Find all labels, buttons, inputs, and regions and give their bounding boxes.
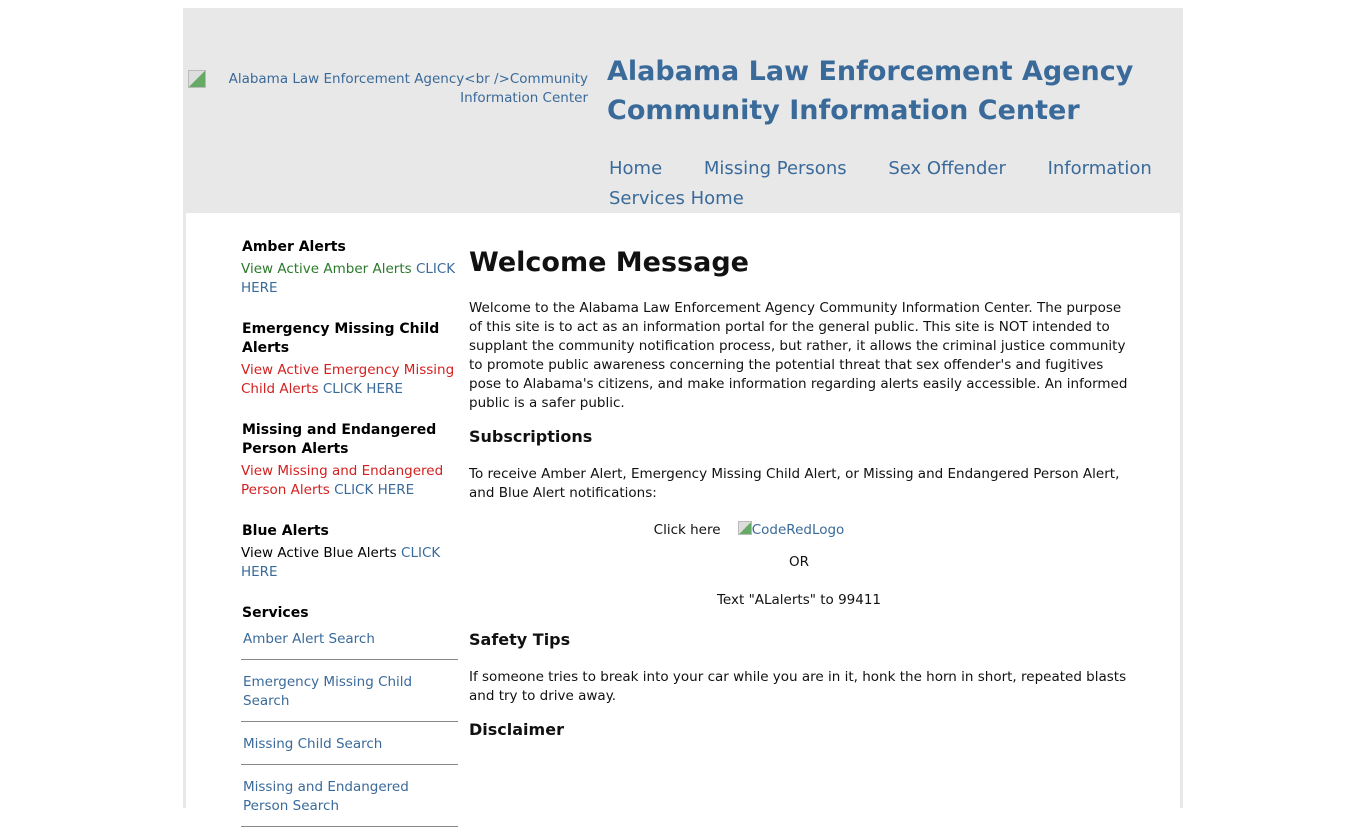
emc-alerts-heading: Emergency Missing Child Alerts: [242, 321, 440, 356]
safety-tips-text: If someone tries to break into your car while you are in it, honk the horn in short, repeated blasts and try to drive away.: [469, 669, 1127, 704]
sidebar: [241, 238, 458, 836]
nav-home[interactable]: Home: [609, 158, 663, 179]
codered-alt-text: CodeRedLogo: [751, 522, 845, 538]
agency-logo[interactable]: [188, 70, 588, 108]
site-title: [607, 52, 1133, 130]
amber-alerts-heading: Amber Alerts: [242, 239, 346, 255]
welcome-heading: Welcome Message: [469, 247, 749, 278]
blue-alerts-link[interactable]: CLICK HERE: [241, 545, 441, 580]
service-missing-child-search[interactable]: Missing Child Search: [241, 731, 458, 765]
title-line-2: Community Information Center: [607, 95, 1080, 126]
nav-services-home[interactable]: Services Home: [609, 188, 744, 209]
nav-sex-offender[interactable]: Sex Offender: [888, 158, 1006, 179]
main-content: [469, 247, 1129, 758]
subscriptions-heading: Subscriptions: [469, 427, 593, 446]
or-text: OR: [788, 554, 809, 570]
welcome-text: Welcome to the Alabama Law Enforcement Agency Community Information Center. The purpose of this site is to act as an information portal for the general public. This site is NOT intended to supplant the community notification process, but rather, it allows the criminal justice community to promote public awareness concerning the potential threat that sex offender's and fugitives pose to Alabama's citizens, and make information regarding alerts easily accessible. An informed public is a safer public.: [469, 300, 1128, 411]
content-area: [186, 213, 1180, 813]
codered-logo-link[interactable]: [738, 522, 845, 538]
service-amber-alert-search[interactable]: Amber Alert Search: [241, 626, 458, 660]
click-here-text: Click here: [653, 522, 721, 538]
page-container: [183, 8, 1183, 814]
service-emc-search[interactable]: Emergency Missing Child Search: [241, 669, 458, 722]
amber-alerts-text: View Active Amber Alerts: [241, 261, 412, 277]
blue-alerts-text: View Active Blue Alerts: [241, 545, 397, 561]
disclaimer-heading: Disclaimer: [469, 720, 564, 739]
services-heading: Services: [242, 605, 309, 621]
service-mep-search[interactable]: Missing and Endangered Person Search: [241, 774, 458, 827]
blue-alerts-heading: Blue Alerts: [242, 523, 329, 539]
nav-missing-persons[interactable]: Missing Persons: [703, 158, 847, 179]
broken-image-icon: [188, 70, 206, 88]
codered-row: [469, 521, 1029, 540]
broken-image-icon: [738, 521, 752, 535]
main-nav: [609, 154, 1169, 214]
mep-alerts-text: View Missing and Endangered Person Alerts: [241, 463, 444, 498]
mep-alerts-heading: Missing and Endangered Person Alerts: [242, 422, 437, 457]
text-alerts-instructions: Text "ALalerts" to 99411: [716, 592, 882, 608]
mep-alerts-link[interactable]: CLICK HERE: [334, 482, 415, 498]
safety-tips-heading: Safety Tips: [469, 630, 571, 649]
subscriptions-text: To receive Amber Alert, Emergency Missing Child Alert, or Missing and Endangered Person Alert, and Blue Alert notifications:: [469, 466, 1120, 501]
emc-alerts-link[interactable]: CLICK HERE: [322, 381, 403, 397]
emc-alerts-text: View Active Emergency Missing Child Alerts: [241, 362, 455, 397]
logo-alt-text: Alabama Law Enforcement Agency<br />Community Information Center: [228, 71, 588, 106]
title-line-1: Alabama Law Enforcement Agency: [607, 56, 1134, 87]
amber-alerts-link[interactable]: CLICK HERE: [241, 261, 456, 296]
nav-information[interactable]: Information: [1047, 158, 1152, 179]
